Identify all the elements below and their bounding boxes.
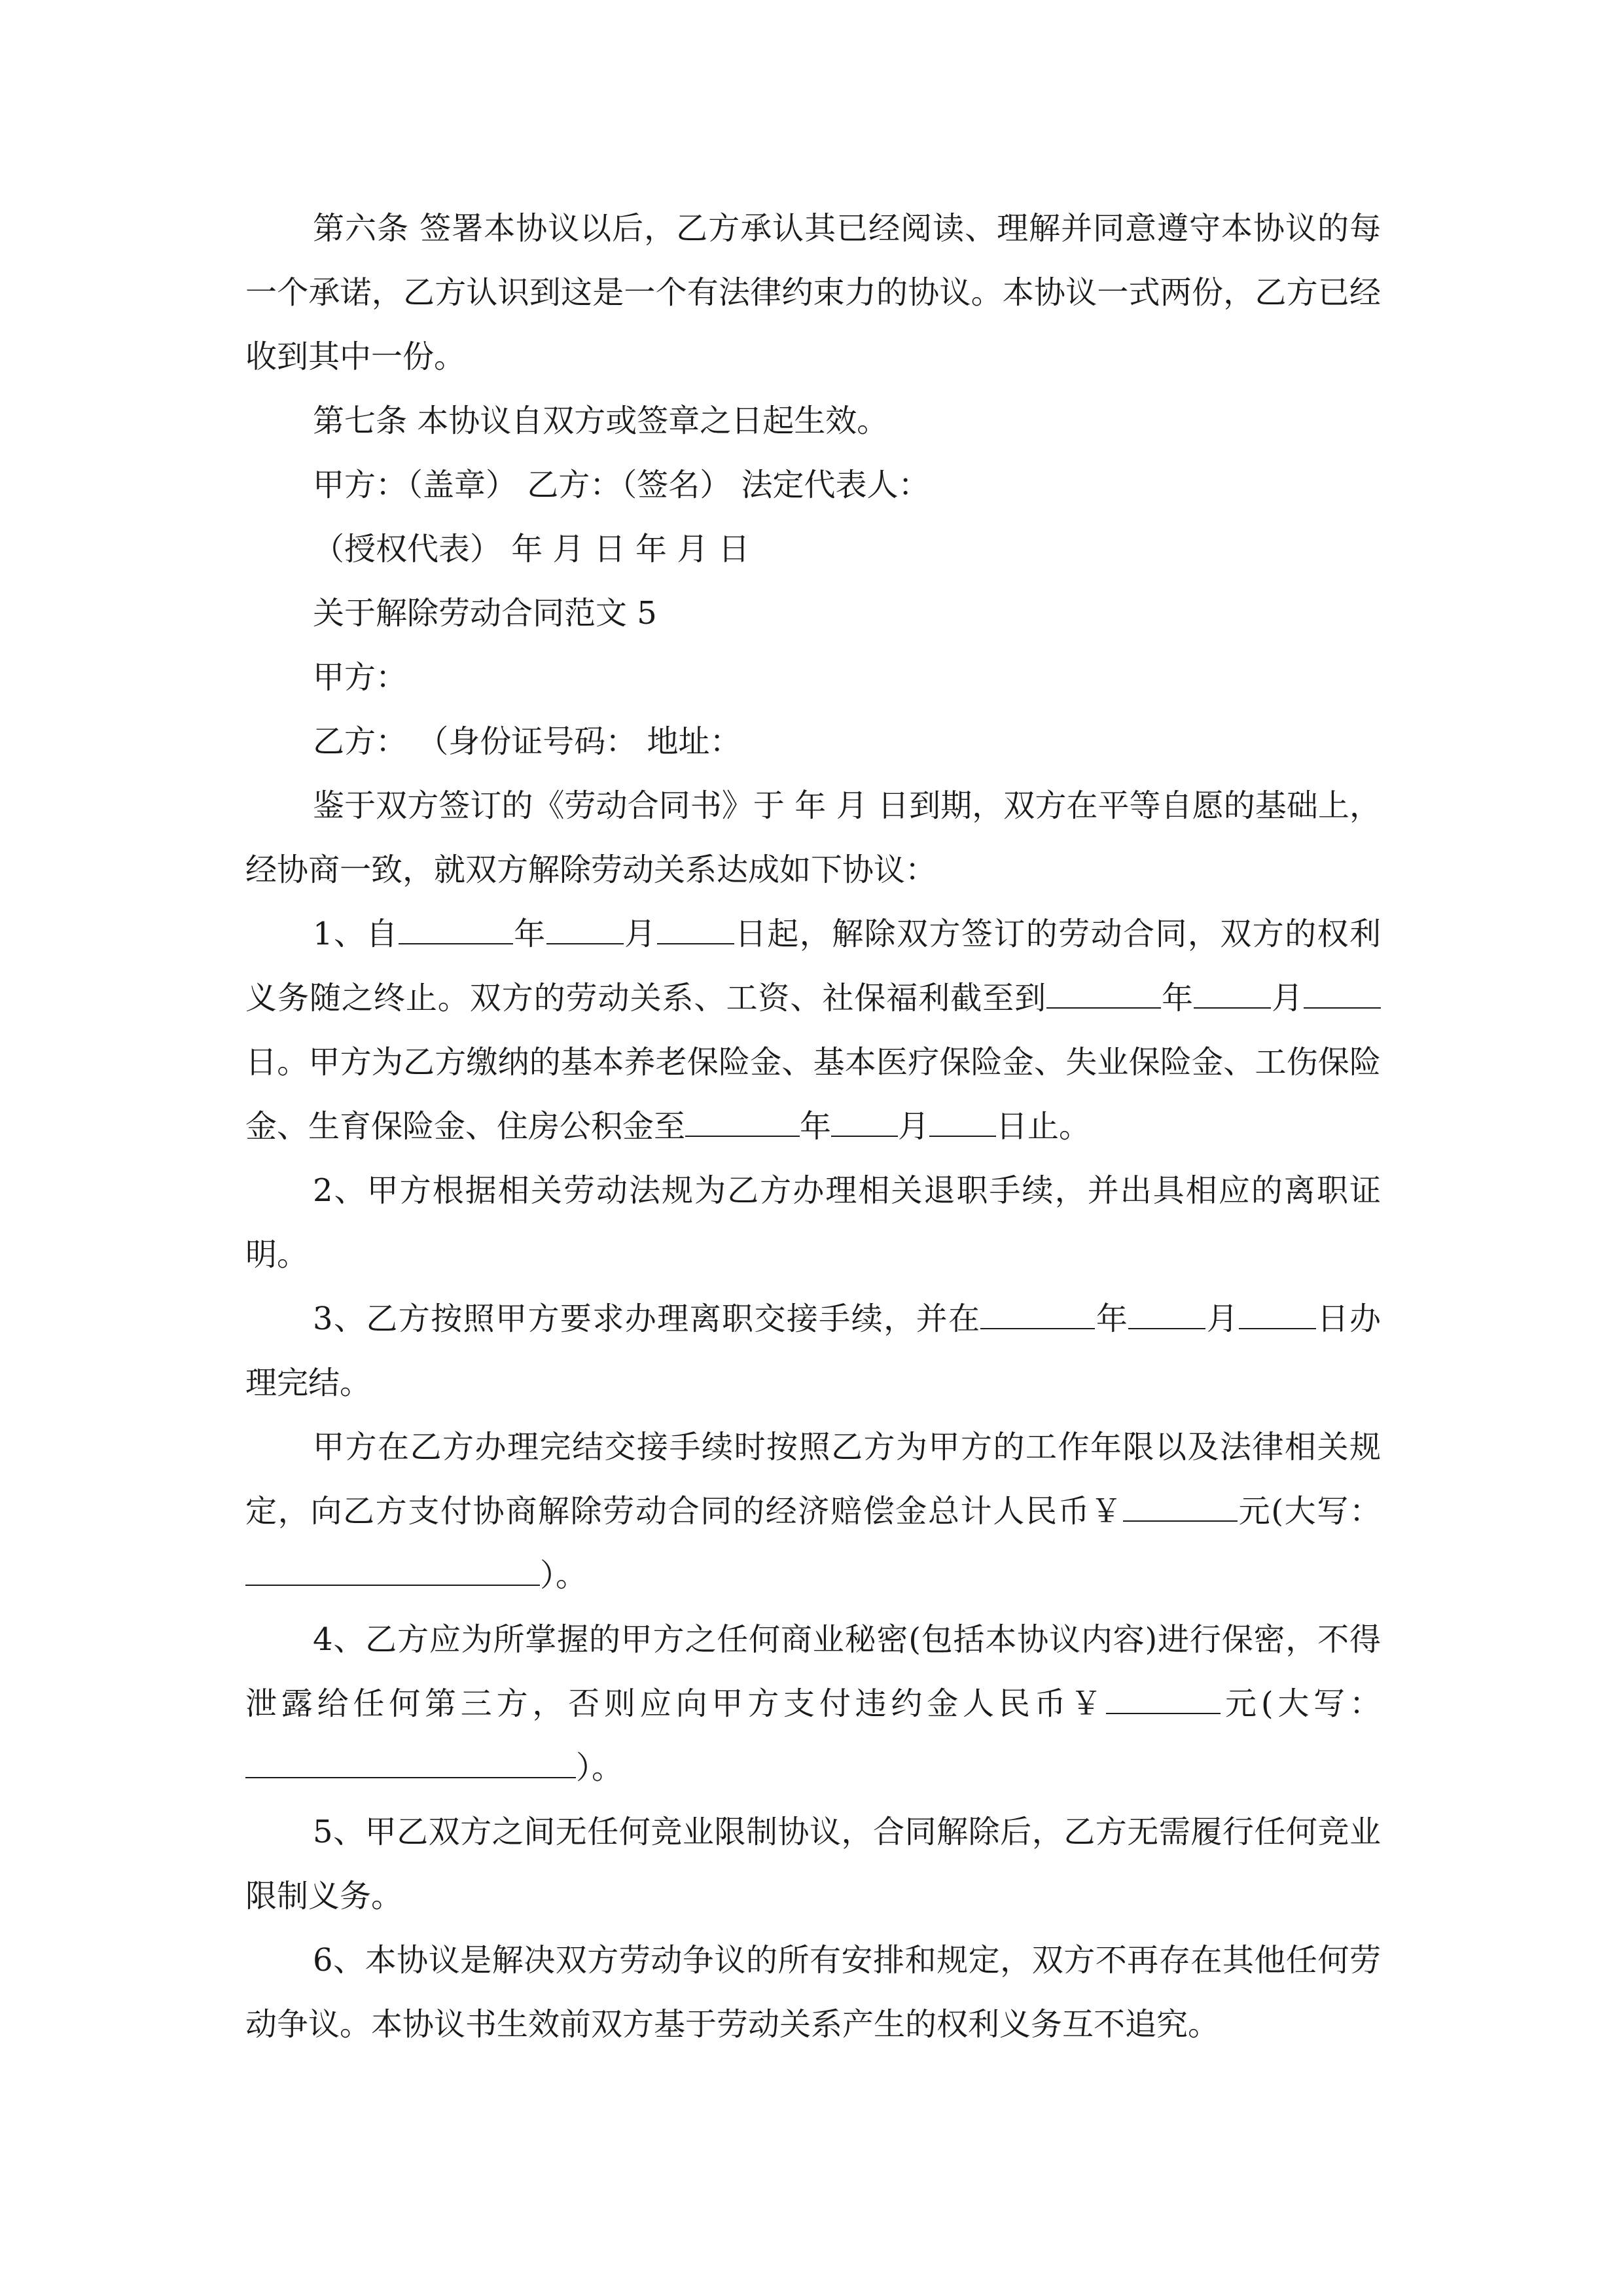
- compensation-text-3: ）。: [540, 1557, 588, 1594]
- clause-4-text-2: 元(大写：: [1221, 1685, 1381, 1722]
- blank-field: [245, 1558, 540, 1586]
- clause-1-text-3: 月: [623, 916, 657, 952]
- blank-field: [399, 917, 513, 944]
- clause-3-text-2: 年: [1095, 1300, 1129, 1337]
- signature-line-2: （授权代表） 年 月 日 年 月 日: [313, 531, 750, 567]
- clause-3-text-1: 3、乙方按照甲方要求办理离职交接手续，并在: [313, 1300, 981, 1337]
- blank-field: [1046, 981, 1161, 1009]
- clause-3-text-4: 日办理完结。: [245, 1300, 1381, 1401]
- clause-2: 2、甲方根据相关劳动法规为乙方办理相关退职手续，并出具相应的离职证明。: [245, 1172, 1381, 1273]
- clause-5: 5、甲乙双方之间无任何竞业限制协议，合同解除后，乙方无需履行任何竞业限制义务。: [245, 1814, 1381, 1914]
- compensation-text-1: 甲方在乙方办理完结交接手续时按照乙方为甲方的工作年限以及法律相关规定，向乙方支付协商解除劳动合同的经济赔偿金总计人民币￥: [245, 1429, 1381, 1530]
- blank-field: [831, 1109, 898, 1137]
- blank-field: [1123, 1494, 1238, 1522]
- blank-field: [1106, 1687, 1221, 1714]
- clause-1-text-1: 1、自: [313, 916, 399, 952]
- compensation-text-2: 元(大写：: [1237, 1493, 1381, 1530]
- clause-1-text-9: 月: [898, 1108, 930, 1145]
- compensation-clause: [245, 1415, 1381, 1607]
- blank-field: [1239, 1302, 1316, 1329]
- clause-4: [245, 1607, 1381, 1800]
- clause-1-text-6: 月: [1271, 980, 1304, 1016]
- clause-1-text-4: 日起，解除双方签订的劳动合同，双方的权利义务随之终止。双方的劳动关系、工资、社保福利截至到: [245, 916, 1381, 1016]
- clause-1-text-5: 年: [1161, 980, 1194, 1016]
- party-b-line: 乙方： （身份证号码： 地址：: [313, 723, 741, 760]
- blank-field: [1304, 981, 1381, 1009]
- clause-4-text-1: 4、乙方应为所掌握的甲方之任何商业秘密(包括本协议内容)进行保密，不得泄露给任何第三方，否则应向甲方支付违约金人民币￥: [245, 1621, 1381, 1722]
- party-a-line: 甲方：: [313, 659, 408, 696]
- blank-field: [546, 917, 624, 944]
- clause-3-text-3: 月: [1205, 1300, 1240, 1337]
- signature-line-1: 甲方：（盖章） 乙方：（签名） 法定代表人：: [313, 467, 930, 503]
- blank-field: [657, 917, 734, 944]
- blank-field: [1128, 1302, 1205, 1329]
- clause-4-text-3: ）。: [576, 1749, 624, 1786]
- blank-field: [1194, 981, 1271, 1009]
- clause-3: [245, 1287, 1381, 1415]
- clause-1-text-8: 年: [800, 1108, 832, 1145]
- clause-1: [245, 902, 1381, 1158]
- preamble: 鉴于双方签订的《劳动合同书》于 年 月 日到期，双方在平等自愿的基础上，经协商一致，就双方解除劳动关系达成如下协议：: [245, 787, 1381, 888]
- clause-6: 6、本协议是解决双方劳动争议的所有安排和规定，双方不再存在其他任何劳动争议。本协议书生效前双方基于劳动关系产生的权利义务互不追究。: [245, 1942, 1381, 2043]
- document-body: [245, 196, 1381, 2056]
- clause-1-text-10: 日止。: [996, 1108, 1091, 1145]
- blank-field: [685, 1109, 800, 1137]
- blank-field: [980, 1302, 1095, 1329]
- article-7: 第七条 本协议自双方或签章之日起生效。: [313, 403, 889, 439]
- clause-1-text-7: 日。甲方为乙方缴纳的基本养老保险金、基本医疗保险金、失业保险金、工伤保险金、生育保险金、住房公积金至: [245, 1044, 1381, 1145]
- article-6: 第六条 签署本协议以后，乙方承认其已经阅读、理解并同意遵守本协议的每一个承诺，乙方认识到这是一个有法律约束力的协议。本协议一式两份，乙方已经收到其中一份。: [245, 210, 1381, 375]
- blank-field: [929, 1109, 996, 1137]
- blank-field: [245, 1751, 576, 1778]
- section-title: 关于解除劳动合同范文 5: [313, 595, 657, 632]
- clause-1-text-2: 年: [512, 916, 546, 952]
